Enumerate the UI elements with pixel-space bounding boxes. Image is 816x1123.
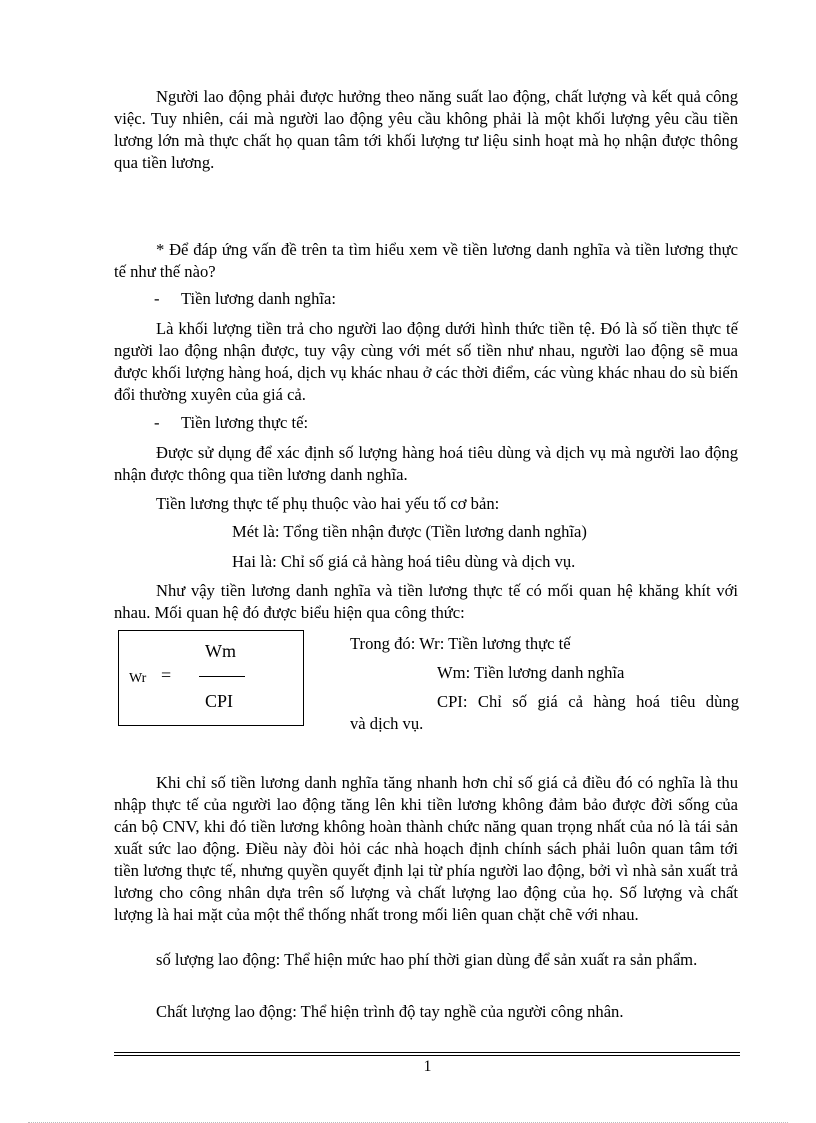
paragraph-real-wage-definition: Được sử dụng để xác định số lượng hàng hoá tiêu dùng và dịch vụ mà người lao động nhận được thông qua tiền lương danh nghĩa. <box>114 443 738 484</box>
factor-one: Mét là: Tổng tiền nhận được (Tiền lương danh nghĩa) <box>232 522 587 541</box>
paragraph-nominal-wage-definition: Là khối lượng tiền trả cho người lao động dưới hình thức tiền tệ. Đó là số tiền thực tế người lao động nhận được, tuy vậy cùng với mét số tiền như nhau, người lao động sẽ mua được khối lượng hàng hoá, dịch vụ khác nhau ở các thời điểm, các vùng khác nhau do sù biến đổi thường xuyên của giá cả. <box>114 319 738 404</box>
where-line-cpi-cont: và dịch vụ. <box>350 714 424 733</box>
paragraph-relationship: Như vậy tiền lương danh nghĩa và tiền lương thực tế có mối quan hệ khăng khít với nhau. Mối quan hệ đó được biểu hiện qua công thức: <box>114 581 738 622</box>
factor-two: Hai là: Chỉ số giá cả hàng hoá tiêu dùng và dịch vụ. <box>232 552 576 571</box>
page-number: 1 <box>423 1058 432 1075</box>
bullet-dash: - <box>154 289 160 308</box>
bullet-dash: - <box>154 413 160 432</box>
formula-denominator: CPI <box>205 691 234 711</box>
paragraph-labor-quantity: số lượng lao động: Thể hiện mức hao phí thời gian dùng để sản xuất ra sản phẩm. <box>156 950 698 969</box>
formula-numerator: Wm <box>205 641 236 661</box>
formula-equals: = <box>161 665 172 685</box>
footer-rule <box>114 1055 740 1056</box>
fraction-bar <box>199 676 245 677</box>
paragraph-real-wage-factors: Tiền lương thực tế phụ thuộc vào hai yếu tố cơ bản: <box>156 494 500 513</box>
formula-lhs: Wr <box>129 671 147 686</box>
where-line-wm: Wm: Tiền lương danh nghĩa <box>437 663 625 682</box>
paragraph-wage-index: Khi chỉ số tiền lương danh nghĩa tăng nhanh hơn chỉ số giá cả điều đó có nghĩa là thu nhập thực tế của người lao động tăng lên khi tiền lương không đảm bảo được đời sống của cán bộ CNV, khi đó tiền lương không hoàn thành chức năng quan trọng nhất của nó là tái sản xuất sức lao động. Điều này đòi hỏi các nhà hoạch định chính sách phải luôn quan tâm tới tiền lương thực tế, nhưng quyền quyết định lại từ phía người lao động, bởi vì nhà sản xuất trả lương cho công nhân dựa trên số lượng và chất lượng lao động của họ. Số lượng và chất lượng là hai mặt của một thể thống nhất trong mối liên quan chặt chẽ với nhau. <box>114 773 738 924</box>
paragraph-wage-productivity: Người lao động phải được hưởng theo năng suất lao động, chất lượng và kết quả công việc. Tuy nhiên, cái mà người lao động yêu cầu không phải là một khối lượng yêu cầu tiền lương lớn mà thực chất họ quan tâm tới khối lượng tư liệu sinh hoạt mà họ nhận được thông qua tiền lương. <box>114 87 738 172</box>
where-line-cpi: CPI: Chỉ số giá cả hàng hoá tiêu dùng <box>437 692 739 711</box>
formula-box <box>118 630 304 726</box>
where-line-wr: Trong đó: Wr: Tiền lương thực tế <box>350 634 571 653</box>
bullet-real-wage-label: Tiền lương thực tế: <box>181 413 309 432</box>
paragraph-labor-quality: Chất lượng lao động: Thể hiện trình độ tay nghề của người công nhân. <box>156 1002 624 1021</box>
footer-rule <box>114 1052 740 1053</box>
bullet-nominal-wage-label: Tiền lương danh nghĩa: <box>181 289 336 308</box>
paragraph-intro-question: * Để đáp ứng vấn đề trên ta tìm hiểu xem về tiền lương danh nghĩa và tiền lương thực tế như thế nào? <box>114 240 738 281</box>
